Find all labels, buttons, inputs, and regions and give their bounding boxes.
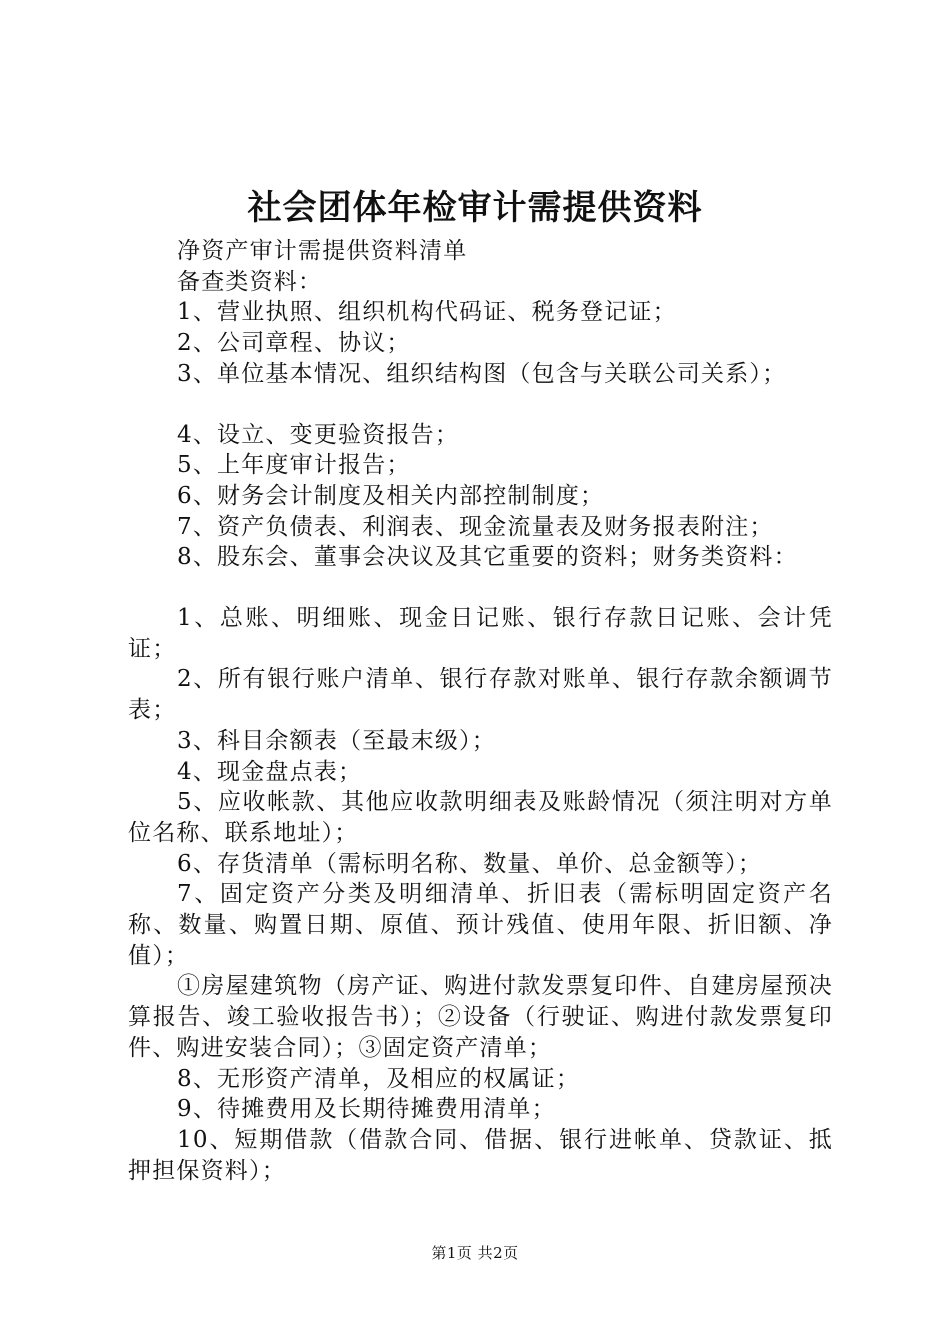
paragraph: 7、资产负债表、利润表、现金流量表及财务报表附注； [177, 513, 774, 540]
paragraph: 4、设立、变更验资报告； [177, 421, 460, 448]
paragraph: 9、待摊费用及长期待摊费用清单； [177, 1096, 556, 1123]
paragraph: 净资产审计需提供资料清单 [177, 238, 468, 264]
paragraph: 2、所有银行账户清单、银行存款对账单、银行存款余额调节表； [128, 666, 833, 724]
paragraph: 6、财务会计制度及相关内部控制制度； [177, 482, 605, 509]
paragraph: 3、科目余额表（至最末级）； [177, 727, 496, 754]
paragraph: 8、无形资产清单，及相应的权属证； [177, 1065, 581, 1092]
paragraph: 1、总账、明细账、现金日记账、银行存款日记账、会计凭证； [128, 605, 833, 662]
paragraph: 3、单位基本情况、组织结构图（包含与关联公司关系）； [177, 360, 787, 387]
paragraph: 5、上年度审计报告； [177, 452, 411, 479]
document-body [128, 236, 833, 1186]
paragraph: 1、营业执照、组织机构代码证、税务登记证； [177, 299, 677, 326]
page-number: 第1页 共2页 [431, 1244, 519, 1262]
paragraph: ①房屋建筑物（房产证、购进付款发票复印件、自建房屋预决算报告、竣工验收报告书）；②设备（行驶证、购进付款发票复印件、购进安装合同）；③固定资产清单； [128, 973, 833, 1061]
paragraph: 8、股东会、董事会决议及其它重要的资料；财务类资料： [177, 544, 798, 571]
paragraph: 7、固定资产分类及明细清单、折旧表（需标明固定资产名称、数量、购置日期、原值、预计残值、使用年限、折旧额、净值）； [128, 881, 833, 969]
paragraph: 10、短期借款（借款合同、借据、银行进帐单、贷款证、抵押担保资料）； [128, 1126, 833, 1184]
paragraph: 2、公司章程、协议； [177, 330, 411, 357]
paragraph: 4、现金盘点表； [177, 758, 363, 785]
paragraph: 5、应收帐款、其他应收款明细表及账龄情况（须注明对方单位名称、联系地址）； [128, 789, 833, 846]
paragraph: 备查类资料： [177, 268, 323, 295]
document-title: 社会团体年检审计需提供资料 [247, 188, 703, 228]
paragraph: 6、存货清单（需标明名称、数量、单价、总金额等）； [177, 850, 763, 877]
